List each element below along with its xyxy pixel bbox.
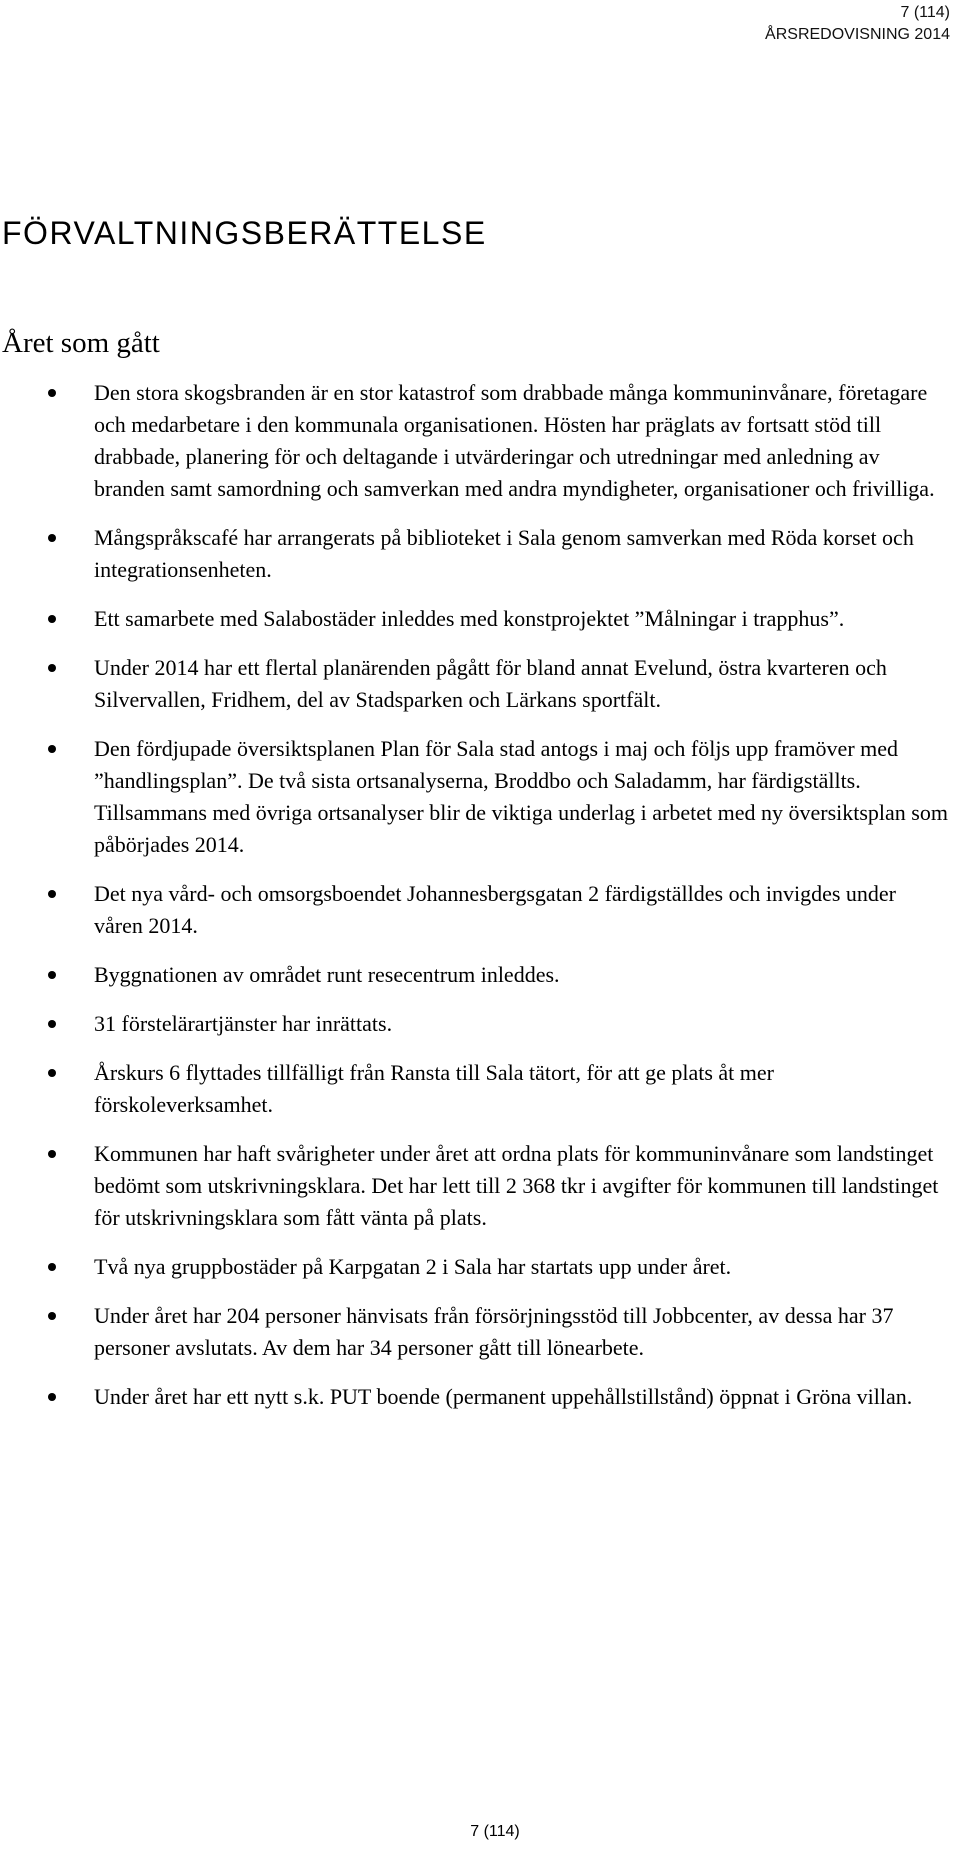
list-item	[0, 1251, 960, 1283]
list-item-text: Den fördjupade översiktsplanen Plan för Sala stad antogs i maj och följs upp framöver med ”handlingsplan”. De två sista ortsanalyserna, Broddbo och Saladamm, har färdigställts. Tillsammans med övriga ortsanalyser blir de viktiga underlag i arbetet med ny översiktsplan som påbörjades 2014.	[94, 736, 948, 857]
header-page-number: 7 (114)	[900, 4, 950, 21]
bullet-icon	[48, 1393, 56, 1401]
section-heading: Året som gått	[2, 327, 160, 359]
list-item	[0, 1057, 960, 1121]
list-item	[0, 959, 960, 991]
list-item	[0, 652, 960, 716]
bullet-icon	[48, 1312, 56, 1320]
bullet-icon	[48, 534, 56, 542]
list-item-text: Mångspråkscafé har arrangerats på biblioteket i Sala genom samverkan med Röda korset och integrationsenheten.	[94, 525, 914, 582]
list-item-text: Under 2014 har ett flertal planärenden pågått för bland annat Evelund, östra kvarteren och Silvervallen, Fridhem, del av Stadsparken och Lärkans sportfält.	[94, 655, 887, 712]
list-item-text: Under året har ett nytt s.k. PUT boende (permanent uppehållstillstånd) öppnat i Gröna villan.	[94, 1384, 913, 1409]
list-item	[0, 1008, 960, 1040]
bullet-icon	[48, 389, 56, 397]
list-item-text: Det nya vård- och omsorgsboendet Johannesbergsgatan 2 färdigställdes och invigdes under våren 2014.	[94, 881, 896, 938]
bullet-icon	[48, 615, 56, 623]
list-item-text: Två nya gruppbostäder på Karpgatan 2 i Sala har startats upp under året.	[94, 1254, 732, 1279]
header-report-title: ÅRSREDOVISNING 2014	[765, 26, 950, 43]
bullet-icon	[48, 1150, 56, 1158]
list-item-text: Den stora skogsbranden är en stor katastrof som drabbade många kommuninvånare, företagare och medarbetare i den kommunala organisationen. Hösten har präglats av fortsatt stöd till drabbade, planering för och deltagande i utvärderingar och utredningar med anledning av branden samt samordning och samverkan med andra myndigheter, organisationer och frivilliga.	[94, 380, 935, 501]
list-item-text: Byggnationen av området runt resecentrum inleddes.	[94, 962, 560, 987]
list-item	[0, 1381, 960, 1413]
list-item-text: Kommunen har haft svårigheter under året att ordna plats för kommuninvånare som landstinget bedömt som utskrivningsklara. Det har lett till 2 368 tkr i avgifter för kommunen till landstinget för utskrivningsklara som fått vänta på plats.	[94, 1141, 939, 1230]
page-title: FÖRVALTNINGSBERÄTTELSE	[2, 215, 487, 251]
bullet-list	[0, 377, 960, 1430]
bullet-icon	[48, 1020, 56, 1028]
list-item-text: Årskurs 6 flyttades tillfälligt från Ransta till Sala tätort, för att ge plats åt mer förskoleverksamhet.	[94, 1060, 774, 1117]
bullet-icon	[48, 745, 56, 753]
list-item	[0, 603, 960, 635]
list-item	[0, 1138, 960, 1234]
page-footer: 7 (114)	[470, 1823, 520, 1840]
list-item-text: 31 förstelärartjänster har inrättats.	[94, 1011, 393, 1036]
bullet-icon	[48, 664, 56, 672]
bullet-icon	[48, 890, 56, 898]
list-item	[0, 733, 960, 861]
page-header	[765, 2, 950, 46]
list-item-text: Ett samarbete med Salabostäder inleddes med konstprojektet ”Målningar i trapphus”.	[94, 606, 845, 631]
bullet-icon	[48, 1263, 56, 1271]
list-item-text: Under året har 204 personer hänvisats från försörjningsstöd till Jobbcenter, av dessa har 37 personer avslutats. Av dem har 34 personer gått till lönearbete.	[94, 1303, 894, 1360]
list-item	[0, 1300, 960, 1364]
list-item	[0, 522, 960, 586]
bullet-icon	[48, 971, 56, 979]
list-item	[0, 377, 960, 505]
bullet-icon	[48, 1069, 56, 1077]
list-item	[0, 878, 960, 942]
